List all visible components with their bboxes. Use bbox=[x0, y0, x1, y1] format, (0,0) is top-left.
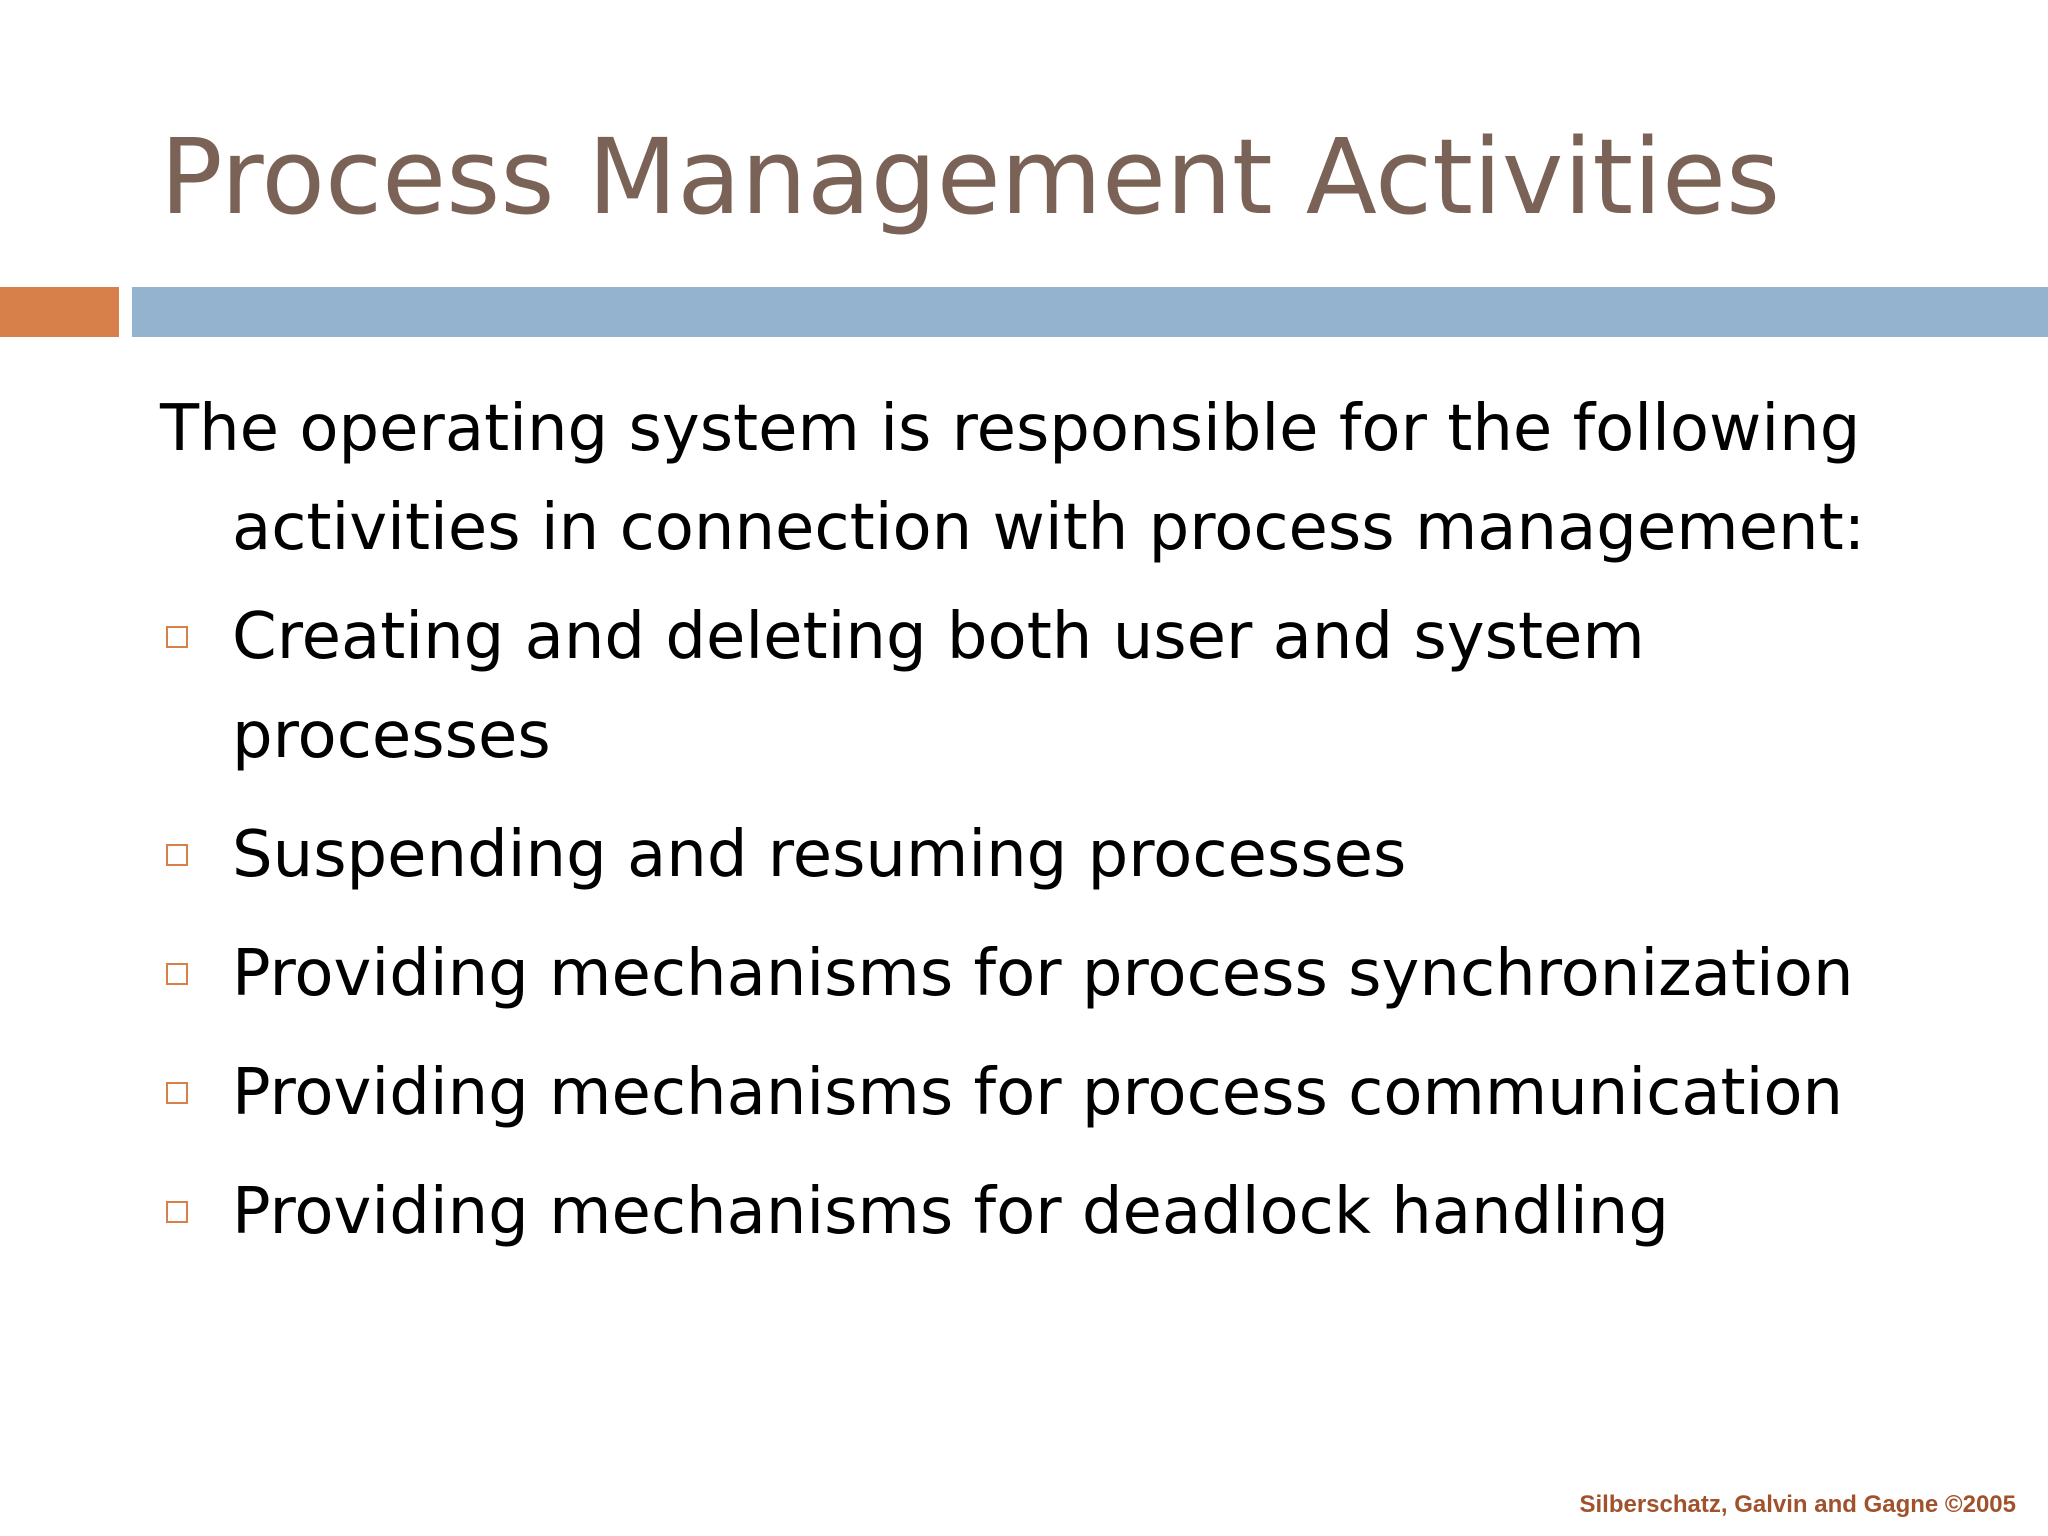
title-divider-bar bbox=[132, 287, 2048, 337]
list-item bbox=[160, 806, 1980, 905]
list-item bbox=[160, 1044, 1980, 1143]
slide-body bbox=[160, 380, 1980, 1282]
bullet-list bbox=[160, 588, 1980, 1262]
slide-title: Process Management Activities bbox=[160, 116, 1781, 238]
hollow-square-bullet-icon bbox=[166, 1082, 188, 1104]
list-item bbox=[160, 1163, 1980, 1262]
list-item-text: Creating and deleting both user and system processes bbox=[232, 600, 1645, 773]
list-item-text: Providing mechanisms for process synchronization bbox=[232, 937, 1854, 1011]
list-item-text: Suspending and resuming processes bbox=[232, 818, 1407, 892]
hollow-square-bullet-icon bbox=[166, 963, 188, 985]
list-item bbox=[160, 588, 1980, 786]
hollow-square-bullet-icon bbox=[166, 844, 188, 866]
hollow-square-bullet-icon bbox=[166, 1201, 188, 1223]
intro-text: The operating system is responsible for the following activities in connection with process management: bbox=[160, 392, 1866, 565]
hollow-square-bullet-icon bbox=[166, 626, 188, 648]
title-accent-bar bbox=[0, 287, 119, 337]
list-item-text: Providing mechanisms for process communication bbox=[232, 1056, 1844, 1130]
list-item bbox=[160, 925, 1980, 1024]
list-item-text: Providing mechanisms for deadlock handling bbox=[232, 1175, 1669, 1249]
copyright-footer: Silberschatz, Galvin and Gagne ©2005 bbox=[1579, 1491, 2016, 1518]
